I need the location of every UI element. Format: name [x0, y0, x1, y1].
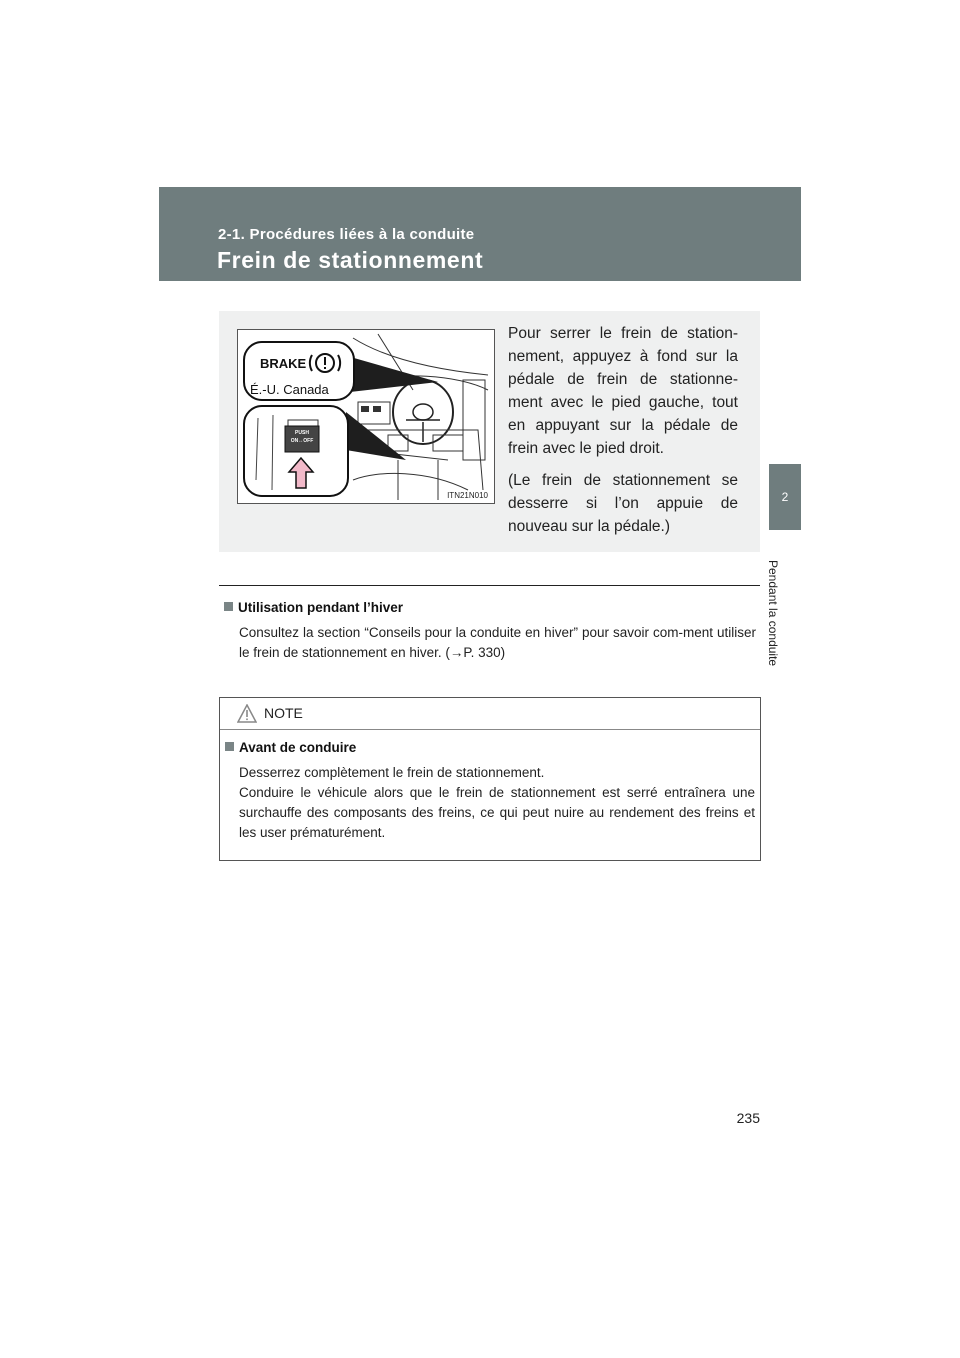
square-bullet-icon: [225, 742, 234, 751]
winter-info: [224, 600, 756, 663]
square-bullet-icon: [224, 602, 233, 611]
note-line-release: Desserrez complètement le frein de stationnement.: [239, 765, 545, 780]
note-heading: [225, 740, 755, 755]
region-label: É.-U. Canada: [250, 382, 329, 397]
page-title: Frein de stationnement: [217, 247, 484, 273]
intro-paragraph-release: (Le frein de stationnement se desserre si l’on appuie de nouveau sur la pédale.): [508, 472, 738, 535]
warning-triangle-icon: [237, 704, 257, 723]
note-header: [220, 698, 760, 730]
note-body: [239, 763, 755, 843]
winter-heading: [224, 600, 756, 615]
section-divider: [219, 585, 760, 586]
winter-body: Consultez la section “Conseils pour la conduite en hiver” pour savoir com-ment utiliser le frein de stationnement en hiver. (→P. 330): [239, 625, 756, 660]
illustration-code: ITN21N010: [447, 491, 488, 500]
intro-text: [508, 322, 738, 547]
pedal-text-onoff: ON↔OFF: [290, 438, 314, 444]
note-heading-text: Avant de conduire: [239, 740, 357, 755]
section-label: 2-1. Procédures liées à la conduite: [218, 226, 475, 243]
parking-brake-illustration: [237, 329, 495, 504]
winter-heading-text: Utilisation pendant l’hiver: [238, 600, 404, 615]
chapter-tab: [769, 464, 801, 530]
chapter-side-label: Pendant la conduite: [766, 560, 780, 667]
chapter-number: 2: [781, 490, 789, 504]
pedal-text-push: PUSH: [295, 430, 309, 436]
chapter-header: [159, 187, 801, 281]
brake-text: BRAKE: [260, 356, 307, 371]
page-number: 235: [736, 1110, 760, 1126]
dashboard-drawing: [238, 330, 494, 503]
note-box: [219, 697, 761, 861]
intro-paragraph-apply: Pour serrer le frein de station-nement, appuyez à fond sur la pédale de frein de stationne-ment avec le pied gauche, tout en appuyant sur la pédale de frein avec le pied droit.: [508, 325, 738, 457]
note-content: [225, 740, 755, 843]
note-label: NOTE: [264, 705, 303, 721]
note-line-warning: Conduire le véhicule alors que le frein de stationnement est serré entraînera une surchauffe des composants des freins, ce qui peut nuire au rendement des freins et les user prématurément.: [239, 785, 755, 840]
intro-panel: [219, 311, 760, 552]
